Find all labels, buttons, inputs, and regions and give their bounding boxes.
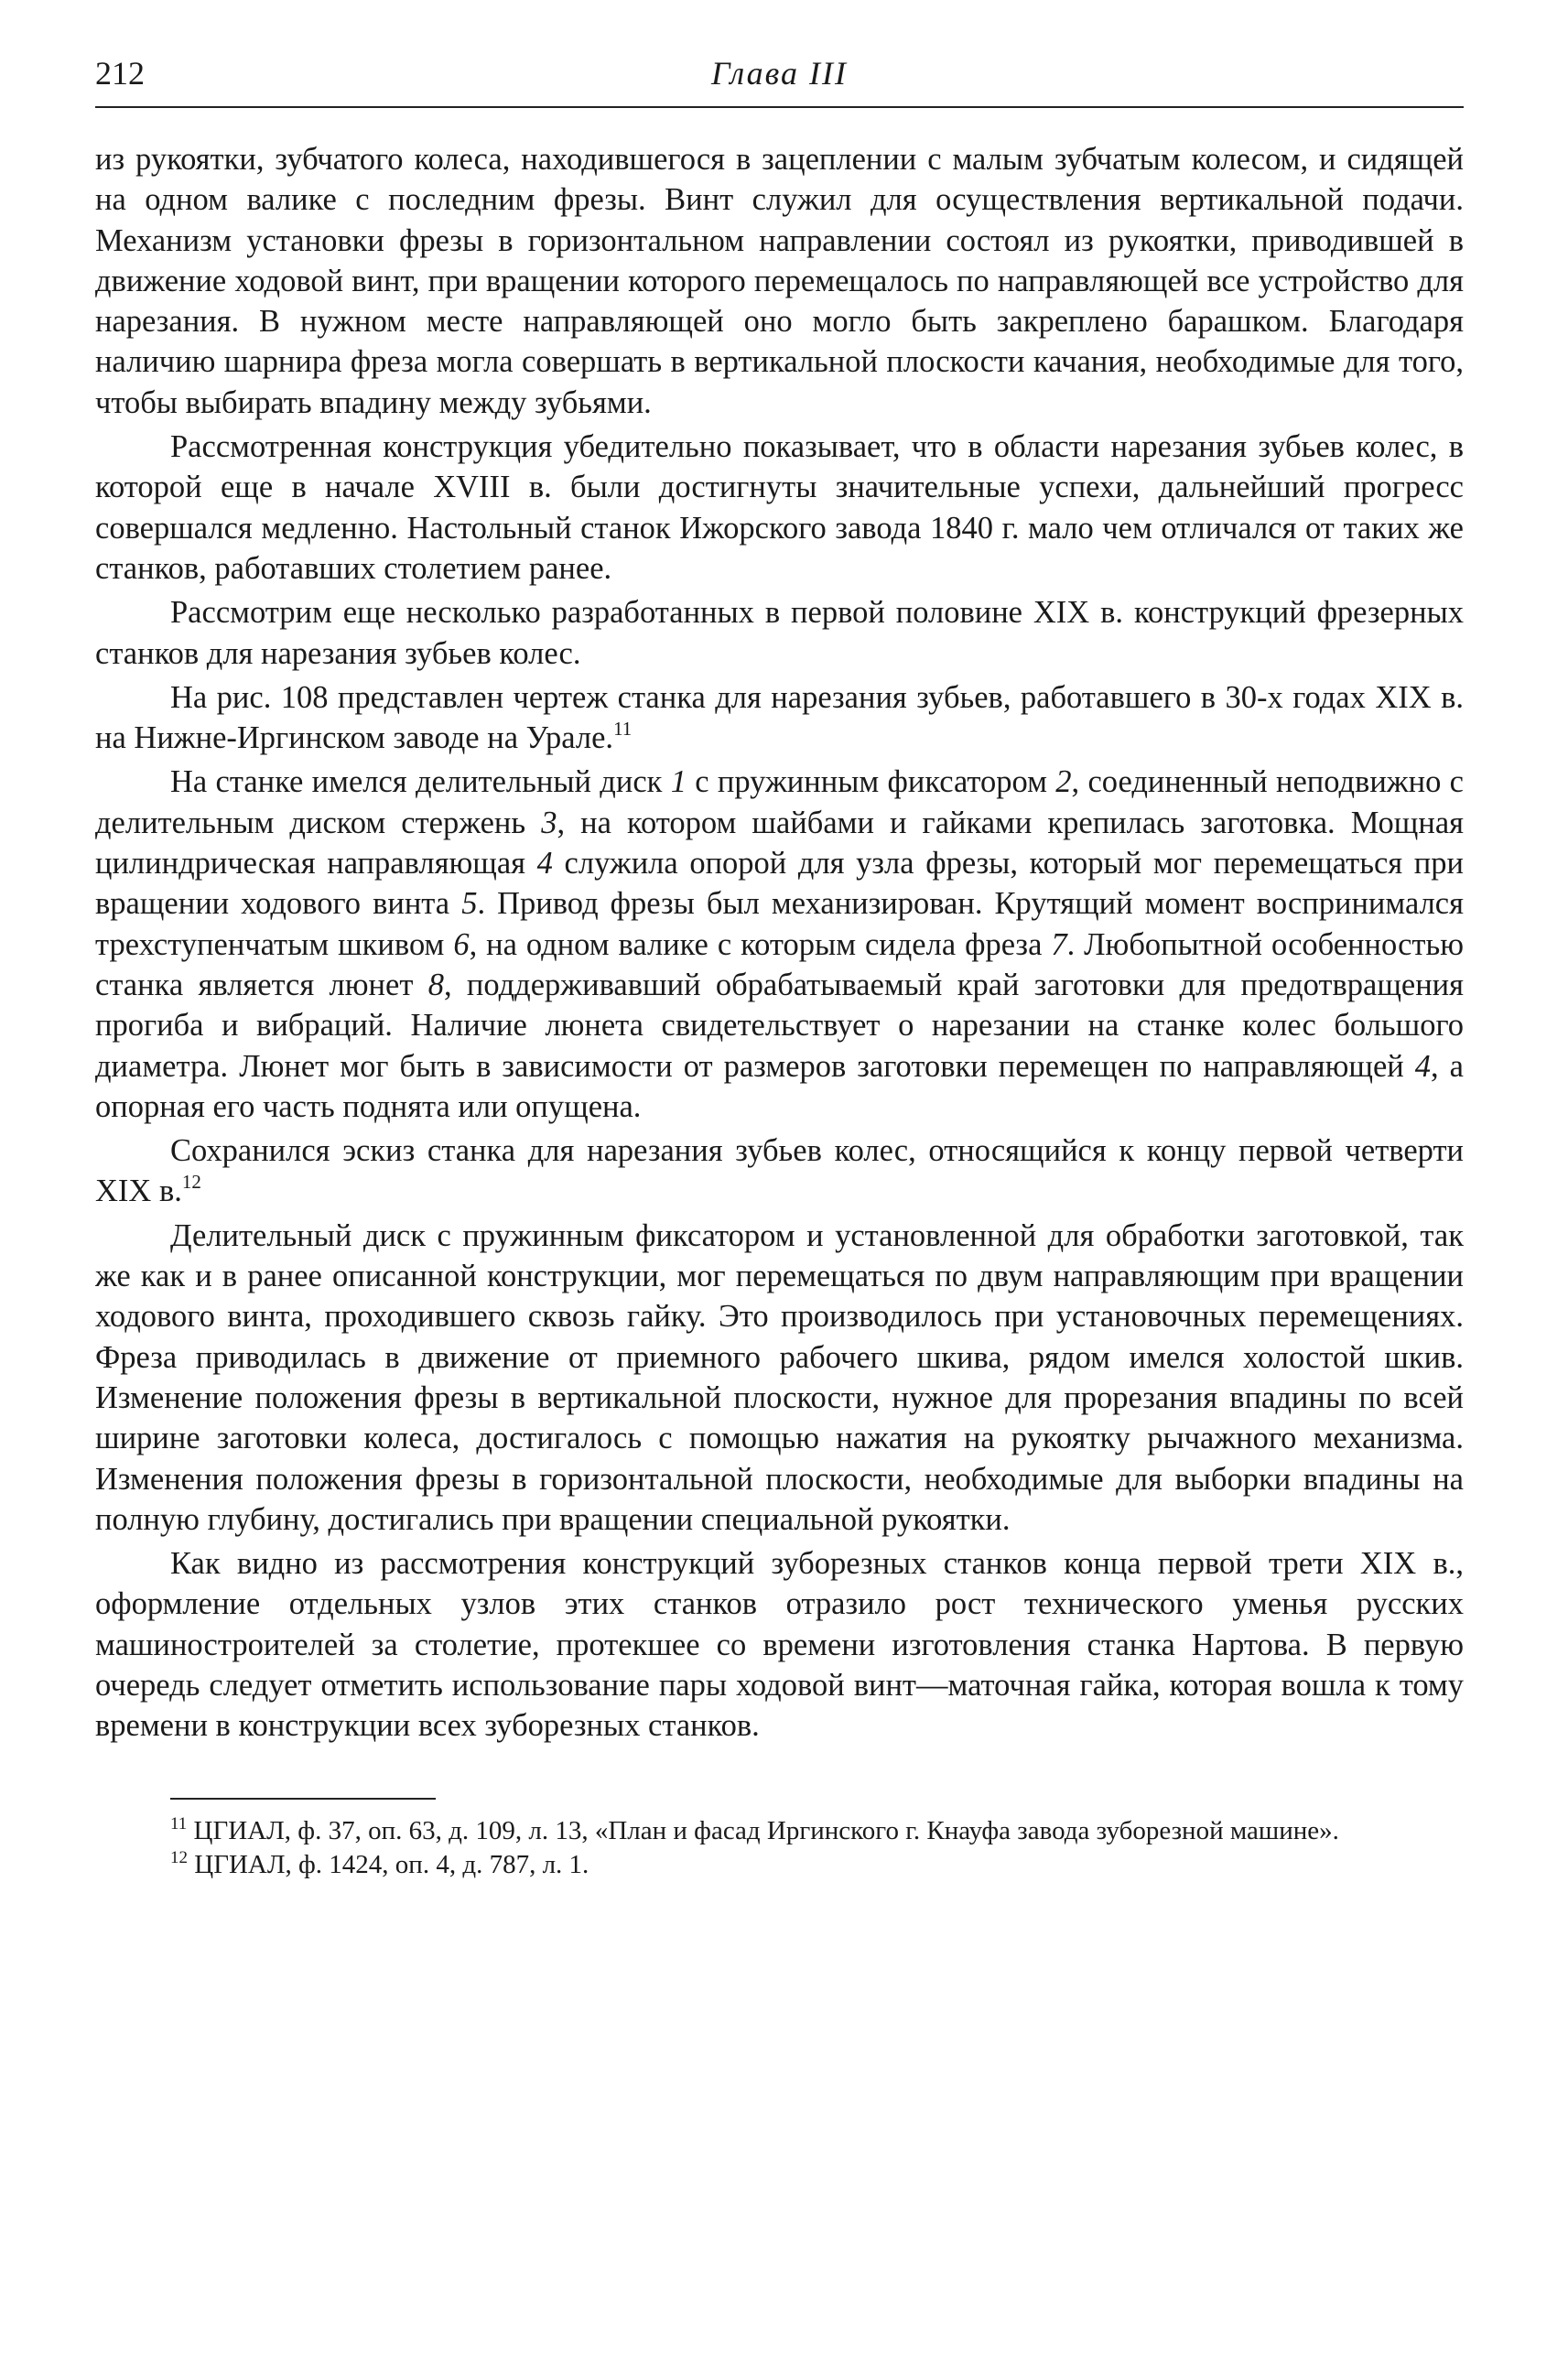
footnote-ref: 12	[181, 1171, 201, 1194]
text-run: На станке имелся делительный диск	[170, 764, 671, 800]
text-run: , на одном валике с которым сидела фреза	[469, 926, 1052, 962]
footnote-text: ЦГИАЛ, ф. 37, оп. 63, д. 109, л. 13, «План и фасад Иргинского г. Кнауфа завода зуборезной машине».	[193, 1815, 1339, 1845]
header-rule	[95, 106, 1464, 108]
text-run: , соединенный неподвижно с делительным диском стержень	[95, 764, 1464, 840]
figure-callout: 8	[427, 967, 444, 1002]
figure-callout: 6	[453, 926, 470, 962]
text-run: . Любопытной особенностью станка является люнет	[95, 926, 1464, 1002]
paragraph	[95, 762, 1464, 1127]
footnote	[95, 1814, 1464, 1848]
page-number: 212	[95, 55, 145, 92]
footnote	[95, 1848, 1464, 1882]
paragraph: из рукоятки, зубчатого колеса, находившегося в зацеплении с малым зубчатым колесом, и сидящей на одном валике с последним фрезы. Винт служил для осуществления вертикальной подачи. Механизм установки фрезы в горизонтальном направлении состоял из рукоятки, приводившей в движение ходовой винт, при вращении которого перемещалось по направляющей все устройство для нарезания. В нужном месте направляющей оно могло быть закреплено барашком. Благодаря наличию шарнира фреза могла совершать в вертикальной плоскости качания, необходимые для того, чтобы выбирать впадину между зубьями.	[95, 142, 1464, 420]
text-run: служила опорой для узла фрезы, который мог перемещаться при вращении ходового винта	[95, 846, 1464, 922]
text-run: . Привод фрезы был механизирован. Крутящий момент воспринимался трехступенчатым шкивом	[95, 886, 1464, 962]
footnote-text: ЦГИАЛ, ф. 1424, оп. 4, д. 787, л. 1.	[194, 1849, 589, 1879]
footnote-ref: 11	[613, 718, 633, 741]
running-head	[95, 46, 1464, 101]
figure-callout: 3	[541, 805, 557, 840]
figure-callout: 4	[1414, 1048, 1432, 1084]
footnotes	[95, 1814, 1464, 1882]
chapter-title: Глава III	[710, 55, 849, 92]
paragraph-text: На рис. 108 представлен чертеж станка для нарезания зубьев, работавшего в 30-х годах XIX в. на Нижне-Иргинском заводе на Урале.	[95, 679, 1464, 756]
text-run: , а опорная его часть поднята или опущена.	[95, 1048, 1464, 1124]
book-page	[95, 46, 1464, 1882]
text-run: с пружинным фиксатором	[686, 764, 1056, 800]
figure-callout: 1	[670, 764, 687, 800]
text-run: , на котором шайбами и гайками крепилась заготовка. Мощная цилиндрическая направляющая	[95, 805, 1465, 882]
figure-callout: 2	[1055, 764, 1072, 800]
paragraph: Рассмотрим еще несколько разработанных в первой половине XIX в. конструкций фрезерных станков для нарезания зубьев колес.	[95, 595, 1464, 671]
paragraph: Делительный диск с пружинным фиксатором и установленной для обработки заготовкой, так же как и в ранее описанной конструкции, мог перемещаться по двум направляющим при вращении ходового винта, проходившего сквозь гайку. Это производилось при установочных перемещениях. Фреза приводилась в движение от приемного рабочего шкива, рядом имелся холостой шкив. Изменение положения фрезы в вертикальной плоскости, нужное для прорезания впадины по всей ширине заготовки колеса, достигалось с помощью нажатия на рукоятку рычажного механизма. Изменения положения фрезы в горизонтальной плоскости, необходимые для выборки впадины на полную глубину, достигались при вращении специальной рукоятки.	[95, 1217, 1464, 1537]
footnote-marker: 11	[170, 1813, 188, 1834]
footnote-rule	[170, 1798, 436, 1800]
body-text	[95, 139, 1464, 1747]
figure-callout: 5	[461, 886, 478, 922]
footnote-marker: 12	[170, 1847, 188, 1867]
paragraph: Как видно из рассмотрения конструкций зуборезных станков конца первой трети XIX в., оформление отдельных узлов этих станков отразило рост технического уменья русских машиностроителей за столетие, протекшее со времени изготовления станка Нартова. В первую очередь следует отметить использование пары ходовой винт—маточная гайка, которая вошла к тому времени в конструкции всех зуборезных станков.	[95, 1546, 1464, 1744]
paragraph	[95, 1130, 1464, 1212]
figure-callout: 7	[1051, 926, 1067, 962]
paragraph: Рассмотренная конструкция убедительно показывает, что в области нарезания зубьев колес, в которой еще в начале XVIII в. были достигнуты значительные успехи, дальнейший прогресс совершался медленно. Настольный станок Ижорского завода 1840 г. мало чем отличался от таких же станков, работавших столетием ранее.	[95, 429, 1464, 586]
paragraph	[95, 677, 1464, 759]
paragraph-text: Сохранился эскиз станка для нарезания зубьев колес, относящийся к концу первой четверти XIX в.	[95, 1133, 1464, 1209]
text-run: , поддерживавший обрабатываемый край заготовки для предотвращения прогиба и вибраций. Наличие люнета свидетельствует о нарезании на станке колес большого диаметра. Люнет мог быть в зависимости от размеров заготовки перемещен по направляющей	[95, 967, 1464, 1084]
figure-callout: 4	[536, 846, 553, 882]
